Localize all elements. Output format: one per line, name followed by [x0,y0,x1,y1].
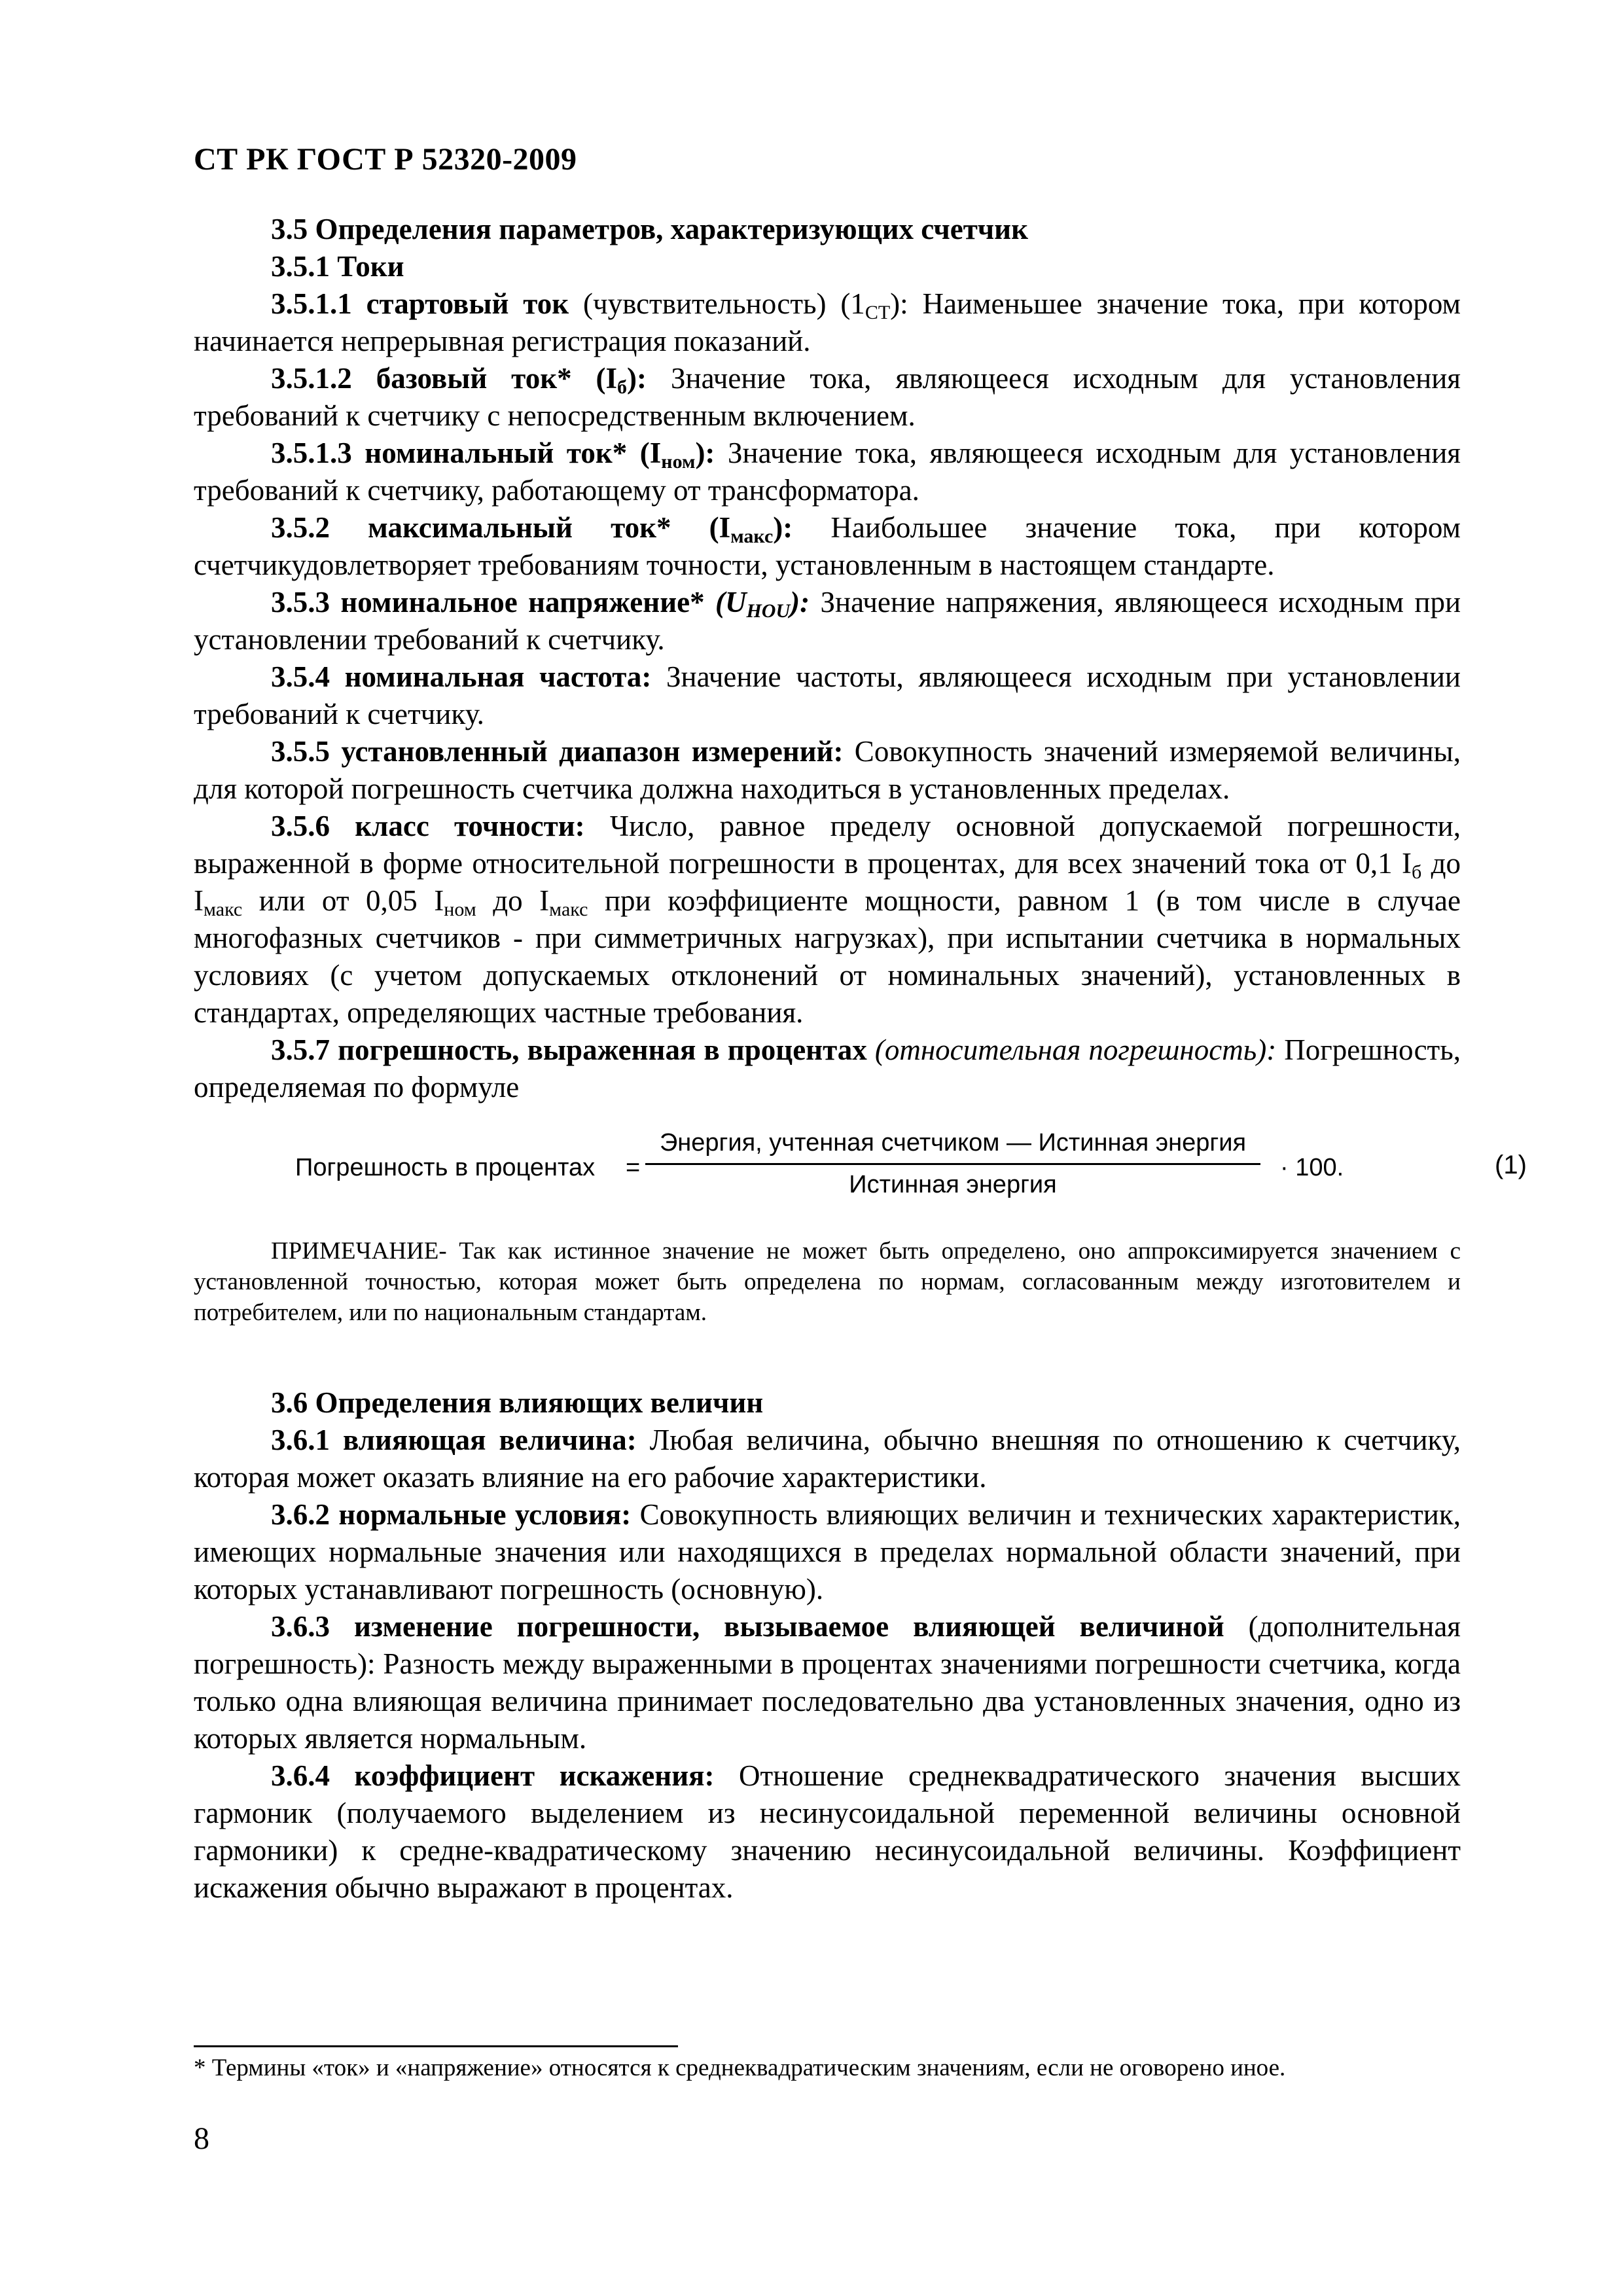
definition-text: Совокупность значений измеряемой величины, для которой погрешность счетчика должна находиться в установленных пределах. [194,735,1461,805]
formula-fraction [645,1124,1260,1204]
document-body [194,211,1527,1907]
term-number: 3.5.2 [271,511,330,544]
subscript: макс [730,526,774,547]
subscript: СТ [865,302,891,323]
formula-equals: = [626,1154,641,1181]
term-number: 3.6.4 [271,1759,330,1792]
formula-number: (1) [1495,1151,1527,1179]
term-number: 3.5.4 [271,660,330,693]
section-3-5-1-title: 3.5.1 Токи [271,250,404,283]
formula-1 [194,1124,1527,1236]
term-alias: (относительная погрешность): [866,1033,1277,1066]
definition-text: или от 0,05 I [242,884,444,917]
subscript: макс [549,899,588,920]
term-number: 3.5.5 [271,735,330,768]
term: стартовый ток [366,287,569,320]
term-number: 3.6.3 [271,1610,330,1643]
definition-text: (чувствительность) (1 [569,287,865,320]
footnote-separator [194,2045,678,2047]
term [368,511,793,547]
definition-3-5-6 [194,808,1461,1031]
term: влияющая величина: [343,1424,637,1456]
definition-3-6-1 [194,1422,1461,1496]
definition-3-5-7 [194,1031,1461,1106]
definition-text: Значение тока, являющееся исходным для установления требований к счетчику с непосредственным включением. [194,362,1461,432]
term-number: 3.6.2 [271,1498,330,1531]
term [376,362,647,398]
term-number: 3.5.3 [271,586,330,619]
definition-text: Совокупность влияющих величин и технических характеристик, имеющих нормальные значения или находящихся в пределах нормальной области значений, при которых устанавливают погрешность (основную). [194,1498,1461,1605]
definition-text: Значение тока, являющееся исходным для установления требований к счетчику, работающему от трансформатора. [194,437,1461,507]
term: номинальная частота: [344,660,652,693]
term-close: ): [773,511,793,544]
term-number: 3.6.1 [271,1424,330,1456]
term-number: 3.5.1.2 [271,362,352,395]
term-text: максимальный ток* (I [368,511,731,544]
definition-text: Значение напряжения, являющееся исходным при установлении требований к счетчику. [194,586,1461,656]
definition-text: Значение частоты, являющееся исходным при установлении требований к счетчику. [194,660,1461,730]
term-number: 3.5.6 [271,810,330,842]
definition-text: до I [476,884,550,917]
formula-lhs: Погрешность в процентах [295,1154,596,1181]
subscript: б [1412,861,1422,883]
definition-3-5-1-3 [194,435,1461,509]
definition-text: Любая величина, обычно внешняя по отношению к счетчику, которая может оказать влияние на его рабочие характеристики. [194,1424,1461,1494]
term-close: ): [695,437,715,469]
term-number: 3.5.7 [271,1033,330,1066]
term: коэффициент искажения: [354,1759,715,1792]
definition-text: при коэффициенте мощности, равном 1 (в том числе в случае многофазных счетчиков - при симметричных нагрузках), при испытании счетчика в нормальных условиях (с учетом допускаемых отклонений от номинальных значений), установленных в стандартах, определяющих частные требования. [194,884,1461,1029]
document-header: СТ РК ГОСТ Р 52320-2009 [194,142,577,177]
definition-text: ): Наименьшее значение тока, при котором начинается непрерывная регистрация показаний. [194,287,1461,357]
definition-text: Число, равное пределу основной допускаемой погрешности, выраженной в форме относительной погрешности в процентах, для всех значений тока от 0,1 I [194,810,1461,880]
spacer [194,1328,1461,1384]
term: номинальное напряжение* [340,586,705,619]
formula-denominator: Истинная энергия [849,1171,1057,1198]
formula-multiplier: · 100. [1280,1154,1344,1181]
term: класс точности: [355,810,585,842]
footnote: * Термины «ток» и «напряжение» относятся к среднеквадратическим значениям, если не оговорено иное. [194,2054,1286,2081]
page-number: 8 [194,2121,209,2156]
term-number: 3.5.1.3 [271,437,352,469]
subscript: ном [444,899,476,920]
definition-3-6-4 [194,1757,1461,1907]
definition-text: до I [194,847,1461,917]
term: изменение погрешности, вызываемое влияющей величиной [353,1610,1224,1643]
term-text: базовый ток* (I [376,362,618,395]
subscript: б [617,376,628,398]
term-number: 3.5.1.1 [271,287,352,320]
symbol-text: (U [704,586,747,619]
term-close: ): [790,586,810,619]
note: ПРИМЕЧАНИЕ- Так как истинное значение не может быть определено, оно аппроксимируется значением с установленной точностью, которая может быть определена по нормам, согласованным между изготовителем и потребителем, или по национальным стандартам. [194,1238,1461,1326]
definition-3-5-5 [194,733,1461,808]
definition-3-6-2 [194,1496,1461,1608]
term [365,437,715,473]
subscript: макс [204,899,243,920]
definition-text: Наибольшее значение тока, при котором счетчикудовлетворяет требованиям точности, установленным в настоящем стандарте. [194,511,1461,581]
definition-3-5-1-1 [194,285,1461,360]
term: установленный диапазон измерений: [341,735,844,768]
definition-text: Погрешность, определяемая по формуле [194,1033,1461,1103]
symbol [704,586,810,622]
term: погрешность, выраженная в процентах [338,1033,867,1066]
definition-3-5-1-2 [194,360,1461,435]
definition-3-5-4 [194,658,1461,733]
term-text: номинальный ток* (I [365,437,662,469]
section-3-5-title: 3.5 Определения параметров, характеризующих счетчик [271,213,1029,245]
subscript: НОU [746,600,791,622]
term: нормальные условия: [338,1498,632,1531]
section-3-6-title: 3.6 Определения влияющих величин [271,1386,764,1419]
definition-3-5-2 [194,509,1461,584]
definition-3-6-3 [194,1608,1461,1757]
definition-3-5-3 [194,584,1461,658]
term-close: ): [627,362,647,395]
subscript: ном [661,451,696,473]
formula-numerator: Энергия, учтенная счетчиком — Истинная энергия [659,1129,1247,1157]
definition-text: (дополнительная погрешность): Разность между выраженными в процентах значениями погрешности счетчика, когда только одна влияющая величина принимает последовательно два установленных значения, одно из которых является нормальным. [194,1610,1461,1755]
definition-text: Отношение среднеквадратического значения высших гармоник (получаемого выделением из несинусоидальной переменной величины основной гармоники) к средне-квадратическому значению несинусоидальной величины. Коэффициент искажения обычно выражают в процентах. [194,1759,1461,1904]
